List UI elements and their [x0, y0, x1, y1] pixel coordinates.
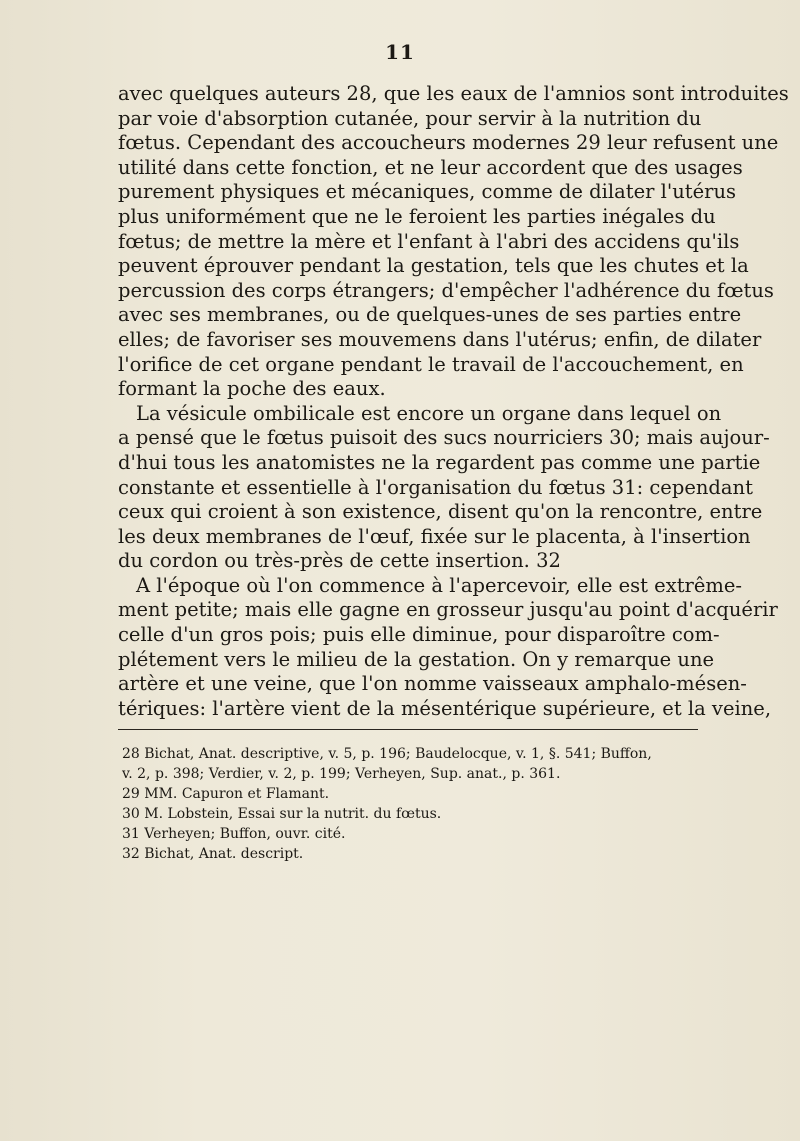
text-line: fœtus; de mettre la mère et l'enfant à l'abri des accidens qu'ils	[118, 229, 740, 253]
footnotes	[122, 744, 698, 864]
text-line: fœtus. Cependant des accoucheurs modernes 29 leur refusent une	[118, 131, 779, 155]
footnote: 32 Bichat, Anat. descript.	[122, 846, 304, 862]
text-line: du cordon ou très-près de cette insertion. 32	[118, 549, 561, 573]
text-line: percussion des corps étrangers; d'empêcher l'adhérence du fœtus	[118, 278, 774, 302]
main-text	[118, 82, 789, 721]
text-line: tériques: l'artère vient de la mésentérique supérieure, et la veine,	[118, 696, 772, 720]
text-line: par voie d'absorption cutanée, pour servir à la nutrition du	[118, 106, 702, 130]
footnote: 28 Bichat, Anat. descriptive, v. 5, p. 196; Baudelocque, v. 1, §. 541; Buffon,	[122, 746, 652, 762]
text-line: artère et une veine, que l'on nomme vaisseaux amphalo-mésen-	[118, 672, 747, 696]
text-line: a pensé que le fœtus puisoit des sucs nourriciers 30; mais aujour-	[118, 426, 770, 450]
footnote: v. 2, p. 398; Verdier, v. 2, p. 199; Verheyen, Sup. anat., p. 361.	[122, 766, 561, 782]
text-line: ceux qui croient à son existence, disent qu'on la rencontre, entre	[118, 500, 763, 524]
text-line: formant la poche des eaux.	[118, 377, 386, 401]
text-line: purement physiques et mécaniques, comme de dilater l'utérus	[118, 180, 737, 204]
text-line: A l'époque où l'on commence à l'apercevoir, elle est extrême-	[136, 573, 743, 597]
text-line: plétement vers le milieu de la gestation. On y remarque une	[118, 647, 715, 671]
text-line: utilité dans cette fonction, et ne leur accordent que des usages	[118, 155, 743, 179]
text-line: l'orifice de cet organe pendant le travail de l'accouchement, en	[118, 352, 744, 376]
text-line: plus uniformément que ne le feroient les parties inégales du	[118, 204, 716, 228]
text-line: peuvent éprouver pendant la gestation, tels que les chutes et la	[118, 254, 749, 278]
text-line: constante et essentielle à l'organisation du fœtus 31: cependant	[118, 475, 753, 499]
footnote: 29 MM. Capuron et Flamant.	[122, 786, 330, 802]
text-line: La vésicule ombilicale est encore un organe dans lequel on	[136, 401, 722, 425]
footnote: 31 Verheyen; Buffon, ouvr. cité.	[122, 826, 346, 842]
text-line: avec ses membranes, ou de quelques-unes de ses parties entre	[118, 303, 742, 327]
text-line: avec quelques auteurs 28, que les eaux de l'amnios sont introduites	[118, 82, 789, 105]
page-number: 11	[385, 40, 415, 64]
footnote-divider	[118, 729, 698, 730]
footnote: 30 M. Lobstein, Essai sur la nutrit. du fœtus.	[122, 806, 442, 822]
text-line: celle d'un gros pois; puis elle diminue, pour disparoître com-	[118, 623, 720, 647]
text-line: elles; de favoriser ses mouvemens dans l'utérus; enfin, de dilater	[118, 327, 762, 351]
text-line: les deux membranes de l'œuf, fixée sur le placenta, à l'insertion	[118, 524, 751, 548]
text-line: ment petite; mais elle gagne en grosseur jusqu'au point d'acquérir	[118, 598, 778, 622]
text-line: d'hui tous les anatomistes ne la regardent pas comme une partie	[118, 450, 761, 474]
